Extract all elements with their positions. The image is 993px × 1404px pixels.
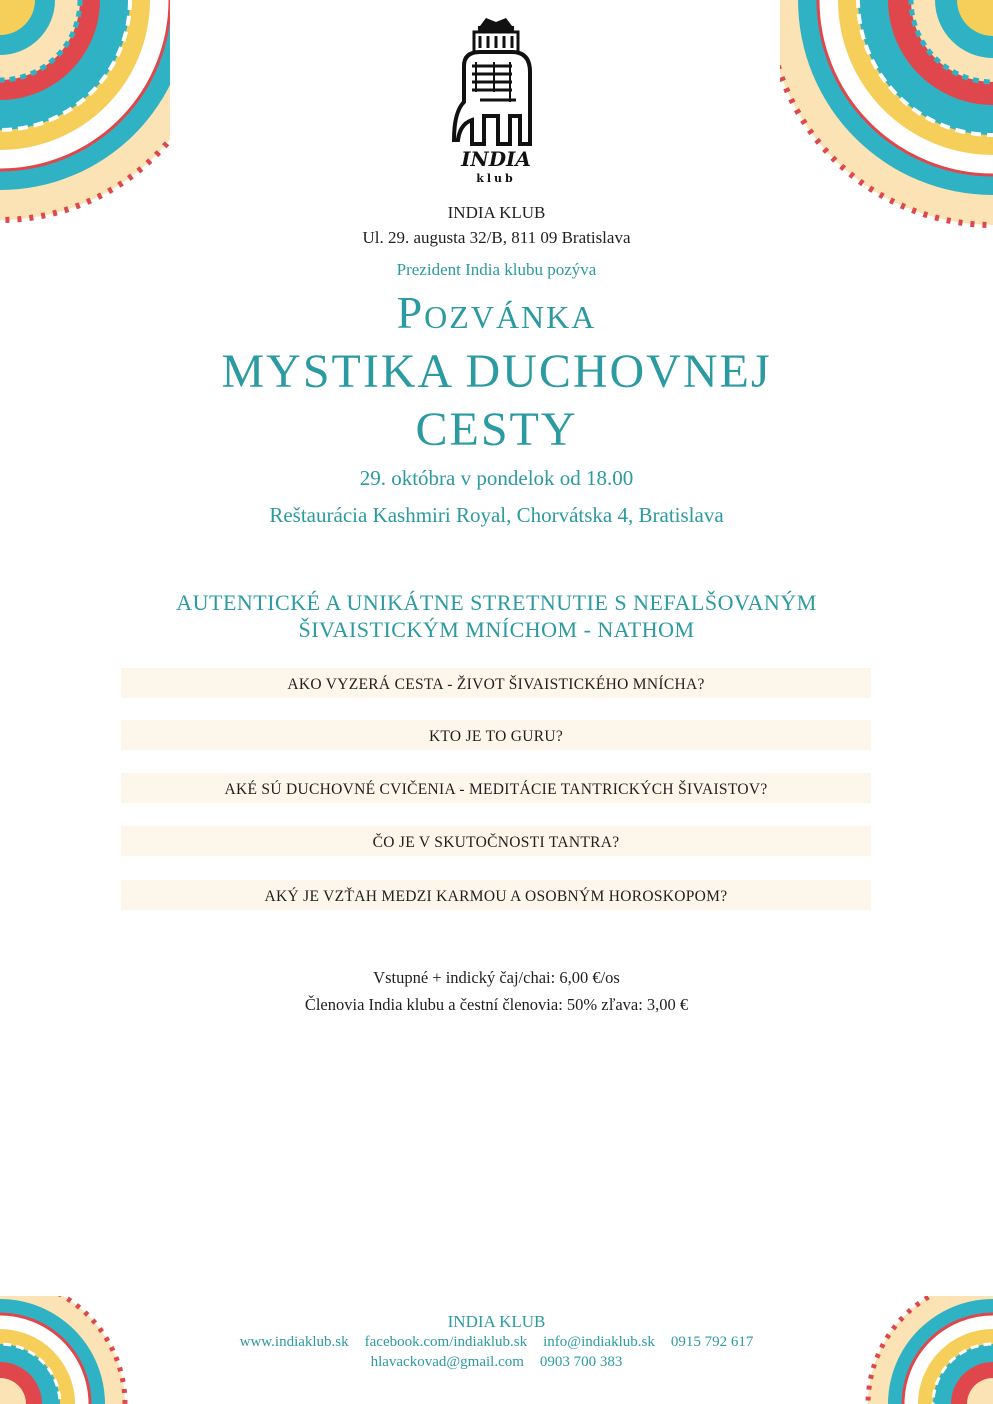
subtitle-line-1: AUTENTICKÉ A UNIKÁTNE STRETNUTIE S NEFALŠOVANÝM (176, 590, 817, 615)
mandala-top-right (780, 0, 993, 230)
event-venue: Reštaurácia Kashmiri Royal, Chorvátska 4, Bratislava (269, 503, 724, 527)
footer-phone-2: 0903 700 383 (539, 1354, 623, 1370)
footer-contact-line-2 (0, 1354, 993, 1371)
logo-wordmark: INDIA (461, 147, 531, 171)
price-line-2: Členovia India klubu a čestní členovia: 50% zľava: 3,00 € (304, 995, 689, 1014)
question-2: KTO JE TO GURU? (121, 720, 871, 750)
mandala-top-left (0, 0, 170, 230)
footer-club-name: INDIA KLUB (447, 1312, 546, 1331)
event-date: 29. októbra v pondelok od 18.00 (359, 466, 634, 490)
logo-sub: klub (476, 172, 516, 185)
price-line-1: Vstupné + indický čaj/chai: 6,00 €/os (373, 968, 620, 987)
club-address: Ul. 29. augusta 32/B, 811 09 Bratislava (362, 228, 631, 247)
footer-website-link[interactable]: www.indiaklub.sk (239, 1334, 349, 1350)
footer-email2-link[interactable]: hlavackovad@gmail.com (370, 1354, 524, 1370)
title-line-2: MYSTIKA DUCHOVNEJ (221, 345, 772, 398)
club-name: INDIA KLUB (447, 203, 546, 222)
question-3: AKÉ SÚ DUCHOVNÉ CVIČENIA - MEDITÁCIE TANTRICKÝCH ŠIVAISTOV? (121, 773, 871, 803)
title-line-3: CESTY (415, 403, 578, 456)
footer-contact-line-1 (0, 1334, 993, 1351)
subtitle-line-2: ŠIVAISTICKÝM MNÍCHOM - NATHOM (298, 617, 695, 642)
title-line-1: Pozvánka (396, 287, 597, 338)
question-5: AKÝ JE VZŤAH MEDZI KARMOU A OSOBNÝM HOROSKOPOM? (121, 880, 871, 910)
footer-phone-1: 0915 792 617 (670, 1334, 754, 1350)
footer-email-link[interactable]: info@indiaklub.sk (543, 1334, 655, 1350)
question-4: ČO JE V SKUTOČNOSTI TANTRA? (121, 826, 871, 856)
footer-facebook-link[interactable]: facebook.com/indiaklub.sk (364, 1334, 528, 1350)
india-klub-logo (450, 16, 542, 186)
inviter-line: Prezident India klubu pozýva (396, 260, 597, 279)
question-1: AKO VYZERÁ CESTA - ŽIVOT ŠIVAISTICKÉHO MNÍCHA? (121, 668, 871, 698)
